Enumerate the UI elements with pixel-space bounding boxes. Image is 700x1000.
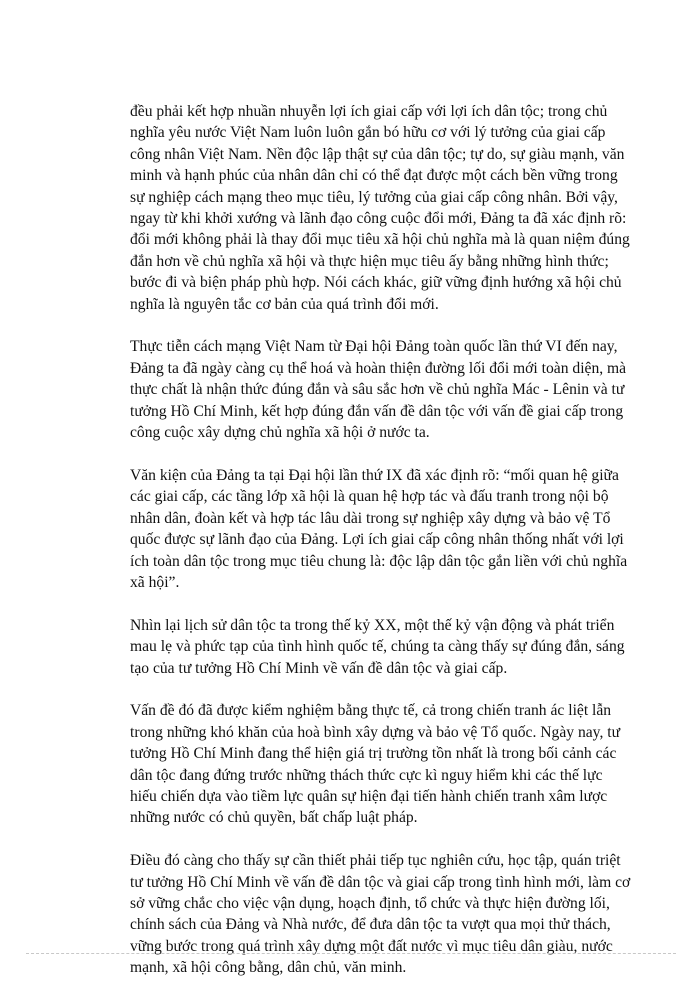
text-line: nhân dân, đoàn kết và hợp tác lâu dài trong sự nghiệp xây dựng và bảo vệ Tổ <box>130 509 611 527</box>
text-line: trong những khó khăn của hoà bình xây dựng và bảo vệ Tổ quốc. Ngày nay, tư <box>130 723 621 741</box>
text-line: mạnh, xã hội công bằng, dân chủ, văn minh. <box>130 959 407 977</box>
text-line: xã hội”. <box>130 573 180 591</box>
text-line: sở vững chắc cho việc vận dụng, hoạch định, tổ chức và thực hiện đường lối, <box>130 894 610 912</box>
text-line: ngay từ khi khởi xướng và lãnh đạo công cuộc đổi mới, Đảng ta đã xác định rõ: <box>130 210 627 228</box>
text-line: bước đi và biện pháp phù hợp. Nói cách khác, giữ vững định hướng xã hội chủ <box>130 274 622 292</box>
document-body <box>130 101 678 1000</box>
text-line: những nước có chủ quyền, bất chấp luật pháp. <box>130 809 418 827</box>
paragraph-6 <box>130 850 678 978</box>
text-line: thực chất là nhận thức đúng đắn và sâu sắc hơn về chủ nghĩa Mác - Lênin và tư <box>130 381 625 399</box>
paragraph-3 <box>130 465 678 593</box>
text-line: các giai cấp, các tầng lớp xã hội là quan hệ hợp tác và đấu tranh trong nội bộ <box>130 488 609 506</box>
text-line: nghĩa yêu nước Việt Nam luôn luôn gắn bó hữu cơ với lý tưởng của giai cấp <box>130 124 606 142</box>
text-line: sự nghiệp cách mạng theo mục tiêu, lý tưởng của giai cấp công nhân. Bởi vậy, <box>130 188 618 206</box>
text-line: công nhân Việt Nam. Nền độc lập thật sự của dân tộc; tự do, sự giàu mạnh, văn <box>130 145 625 163</box>
text-line: đổi mới không phải là thay đổi mục tiêu xã hội chủ nghĩa mà là quan niệm đúng <box>130 231 630 249</box>
text-line: Vấn đề đó đã được kiểm nghiệm bằng thực tế, cả trong chiến tranh ác liệt lẫn <box>130 702 612 720</box>
text-line: đắn hơn về chủ nghĩa xã hội và thực hiện mục tiêu ấy bằng những hình thức; <box>130 252 609 270</box>
text-line: Đảng ta đã ngày càng cụ thể hoá và hoàn thiện đường lối đổi mới toàn diện, mà <box>130 359 627 377</box>
text-line: Thực tiễn cách mạng Việt Nam từ Đại hội Đảng toàn quốc lần thứ VI đến nay, <box>130 338 618 356</box>
text-line: tưởng Hồ Chí Minh đang thể hiện giá trị trường tồn nhất là trong bối cảnh các <box>130 745 617 763</box>
text-line: mau lẹ và phức tạp của tình hình quốc tế, chúng ta càng thấy sự đúng đắn, sáng <box>130 638 625 656</box>
text-line: ích toàn dân tộc trong mục tiêu chung là: độc lập dân tộc gắn liền với chủ nghĩa <box>130 552 628 570</box>
paragraph-2 <box>130 336 678 443</box>
text-line: vững bước trong quá trình xây dựng một đất nước vì mục tiêu dân giàu, nước <box>130 937 613 955</box>
text-line: tư tưởng Hồ Chí Minh về vấn đề dân tộc và giai cấp trong tình hình mới, làm cơ <box>130 873 631 891</box>
paragraph-5 <box>130 700 678 828</box>
text-line: Nhìn lại lịch sử dân tộc ta trong thế kỷ XX, một thế kỷ vận động và phát triển <box>130 616 615 634</box>
text-line: nghĩa là nguyên tắc cơ bản của quá trình đổi mới. <box>130 295 439 313</box>
text-line: chính sách của Đảng và Nhà nước, để đưa dân tộc ta vượt qua mọi thử thách, <box>130 916 611 934</box>
text-line: dân tộc đang đứng trước những thách thức cực kì nguy hiểm khi các thế lực <box>130 766 603 784</box>
text-line: Điều đó càng cho thấy sự cần thiết phải tiếp tục nghiên cứu, học tập, quán triệt <box>130 852 621 870</box>
paragraph-1 <box>130 101 678 315</box>
paragraph-4 <box>130 615 678 679</box>
text-line: quốc được sự lãnh đạo của Đảng. Lợi ích giai cấp công nhân thống nhất với lợi <box>130 531 624 549</box>
page-bottom-divider <box>26 953 676 954</box>
text-line: minh và hạnh phúc của nhân dân chỉ có thể đạt được một cách bền vững trong <box>130 167 618 185</box>
text-line: tưởng Hồ Chí Minh, kết hợp đúng đắn vấn đề dân tộc với vấn đề giai cấp trong <box>130 402 624 420</box>
text-line: công cuộc xây dựng chủ nghĩa xã hội ở nước ta. <box>130 424 430 442</box>
text-line: tạo của tư tưởng Hồ Chí Minh về vấn đề dân tộc và giai cấp. <box>130 659 508 677</box>
text-line: Văn kiện của Đảng ta tại Đại hội lần thứ IX đã xác định rõ: “mối quan hệ giữa <box>130 466 619 484</box>
text-line: hiếu chiến dựa vào tiềm lực quân sự hiện đại tiến hành chiến tranh xâm lược <box>130 787 608 805</box>
text-line: đều phải kết hợp nhuần nhuyễn lợi ích giai cấp với lợi ích dân tộc; trong chủ <box>130 103 608 120</box>
